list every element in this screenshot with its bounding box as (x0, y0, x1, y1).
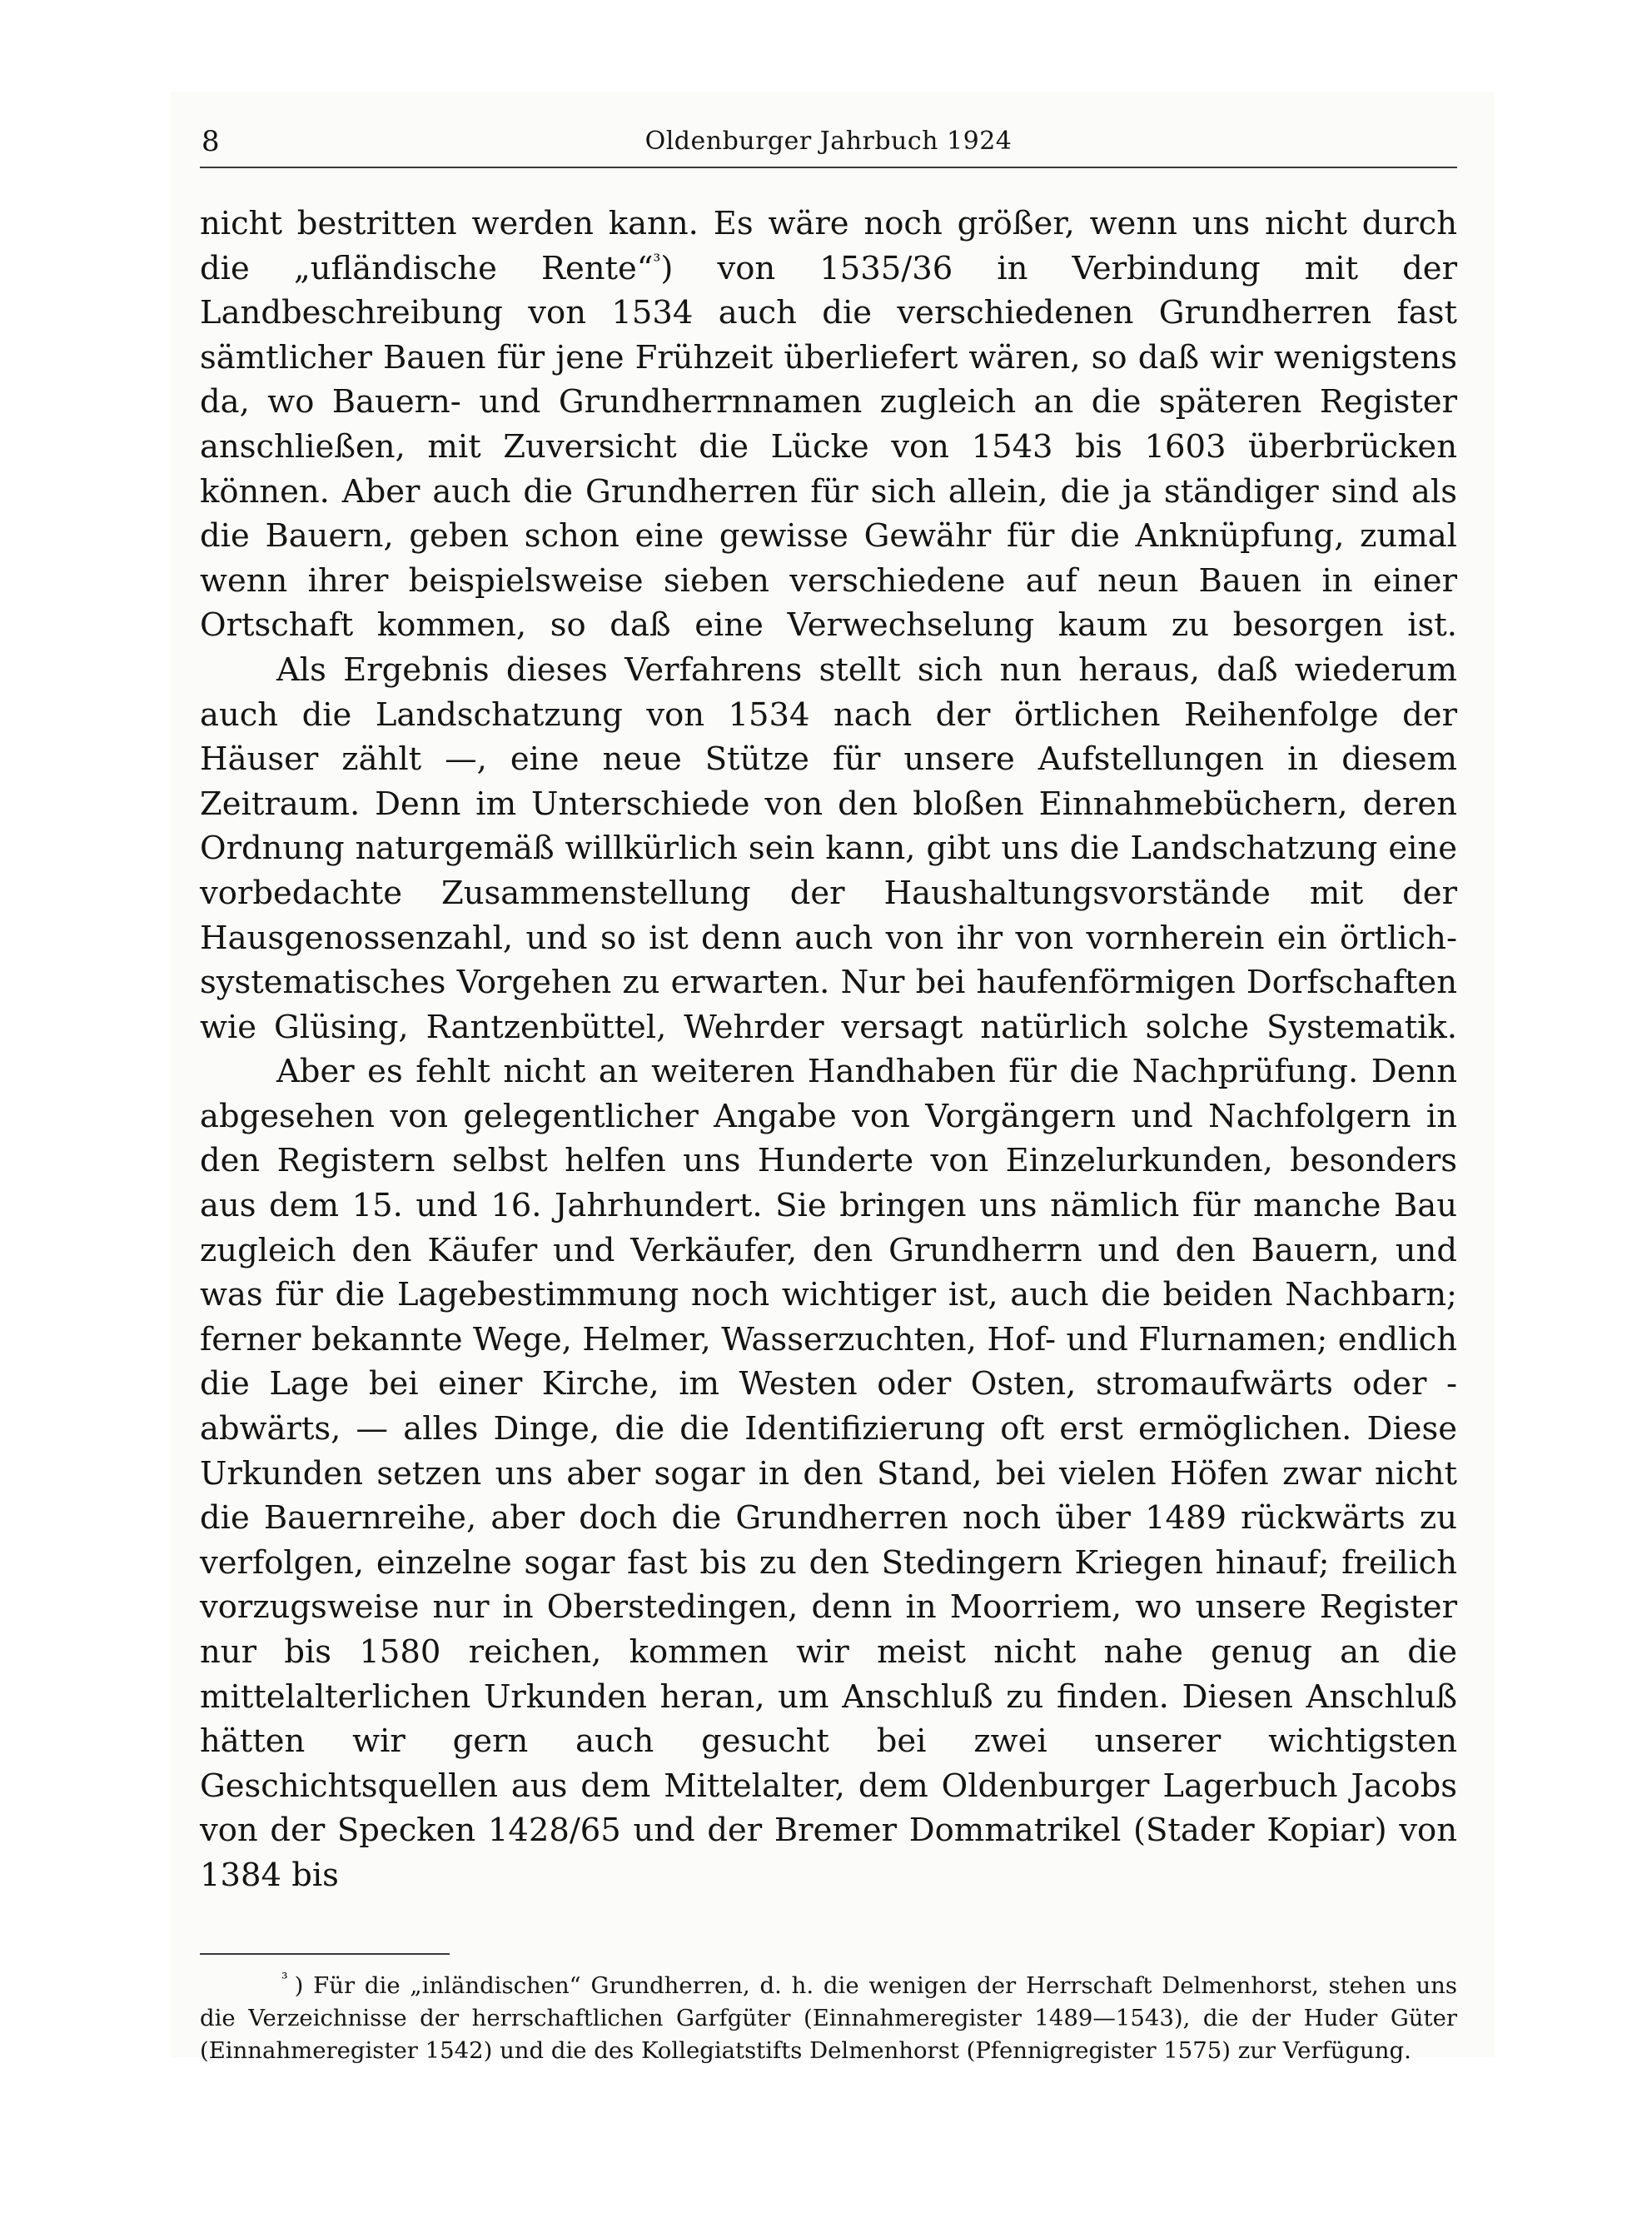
body-text (200, 202, 1457, 1898)
footnote (200, 1970, 1457, 2067)
paragraph-1 (200, 202, 1457, 648)
footnote-mark: ³ (281, 1970, 288, 1989)
header-rule (200, 167, 1457, 168)
page-number: 8 (202, 125, 220, 158)
footnote-reference: ³ (653, 251, 661, 272)
paragraph-text: ) von 1535/36 in Verbindung mit der Landbeschreibung von 1534 auch die verschiedenen Grundherren fast sämtlicher Bauen für jene Frühzeit überliefert wären, so daß wir wenigstens da, wo Bauern- und Grundherrnnamen zugleich an die späteren Register anschließen, mit Zuversicht die Lücke von 1543 bis 1603 überbrücken können. Aber auch die Grundherren für sich allein, die ja ständiger sind als die Bauern, geben schon eine gewisse Gewähr für die Anknüpfung, zumal wenn ihrer beispielsweise sieben verschiedene auf neun Bauen in einer Ortschaft kommen, so daß eine Verwechselung kaum zu besorgen ist. (200, 249, 1457, 645)
paragraph-2 (200, 648, 1457, 1049)
page-header (200, 117, 1457, 167)
journal-page (200, 117, 1457, 2067)
running-head: Oldenburger Jahrbuch 1924 (644, 127, 1013, 156)
footnote-rule (200, 1953, 450, 1955)
paragraph-text: Als Ergebnis dieses Verfahrens stellt sich nun heraus, daß wiederum auch die Landschatzung von 1534 nach der örtlichen Reihenfolge der Häuser zählt —, eine neue Stütze für unsere Aufstellungen in diesem Zeitraum. Denn im Unterschiede von den bloßen Einnahmebüchern, deren Ordnung naturgemäß willkürlich sein kann, gibt uns die Landschatzung eine vorbedachte Zusammenstellung der Haushaltungsvorstände mit der Hausgenossenzahl, und so ist denn auch von ihr von vornherein ein örtlich-systematisches Vorgehen zu erwarten. Nur bei haufenförmigen Dorfschaften wie Glüsing, Rantzenbüttel, Wehrder versagt natürlich solche Systematik. (200, 650, 1457, 1046)
paragraph-3 (200, 1049, 1457, 1897)
paragraph-text: Aber es fehlt nicht an weiteren Handhaben für die Nachprüfung. Denn abgesehen von gelegentlicher Angabe von Vorgängern und Nachfolgern in den Registern selbst helfen uns Hunderte von Einzelurkunden, besonders aus dem 15. und 16. Jahrhundert. Sie bringen uns nämlich für manche Bau zugleich den Käufer und Verkäufer, den Grundherrn und den Bauern, und was für die Lagebestimmung noch wichtiger ist, auch die beiden Nachbarn; ferner bekannte Wege, Helmer, Wasserzuchten, Hof- und Flurnamen; endlich die Lage bei einer Kirche, im Westen oder Osten, stromaufwärts oder -abwärts, — alles Dinge, die die Identifizierung oft erst ermöglichen. Diese Urkunden setzen uns aber sogar in den Stand, bei vielen Höfen zwar nicht die Bauernreihe, aber doch die Grundherren noch über 1489 rückwärts zu verfolgen, einzelne sogar fast bis zu den Stedingern Kriegen hinauf; freilich vorzugsweise nur in Oberstedingen, denn in Moorriem, wo unsere Register nur bis 1580 reichen, kommen wir meist nicht nahe genug an die mittelalterlichen Urkunden heran, um Anschluß zu finden. Diesen Anschluß hätten wir gern auch gesucht bei zwei unserer wichtigsten Geschichtsquellen aus dem Mittelalter, dem Oldenburger Lagerbuch Jacobs von der Specken 1428/65 und der Bremer Dommatrikel (Stader Kopiar) von 1384 bis (200, 1053, 1457, 1894)
footnote-text: ) Für die „inländischen“ Grundherren, d. h. die wenigen der Herrschaft Delmenhorst, stehen uns die Verzeichnisse der herrschaftlichen Garfgüter (Einnahmeregister 1489—1543), die der Huder Güter (Einnahmeregister 1542) und die des Kollegiatstifts Delmenhorst (Pfennigregister 1575) zur Verfügung. (200, 1971, 1457, 2064)
paragraph-text: nicht bestritten werden kann. Es wäre noch größer, wenn uns nicht durch die „ufländische Rente“ (200, 205, 1457, 287)
